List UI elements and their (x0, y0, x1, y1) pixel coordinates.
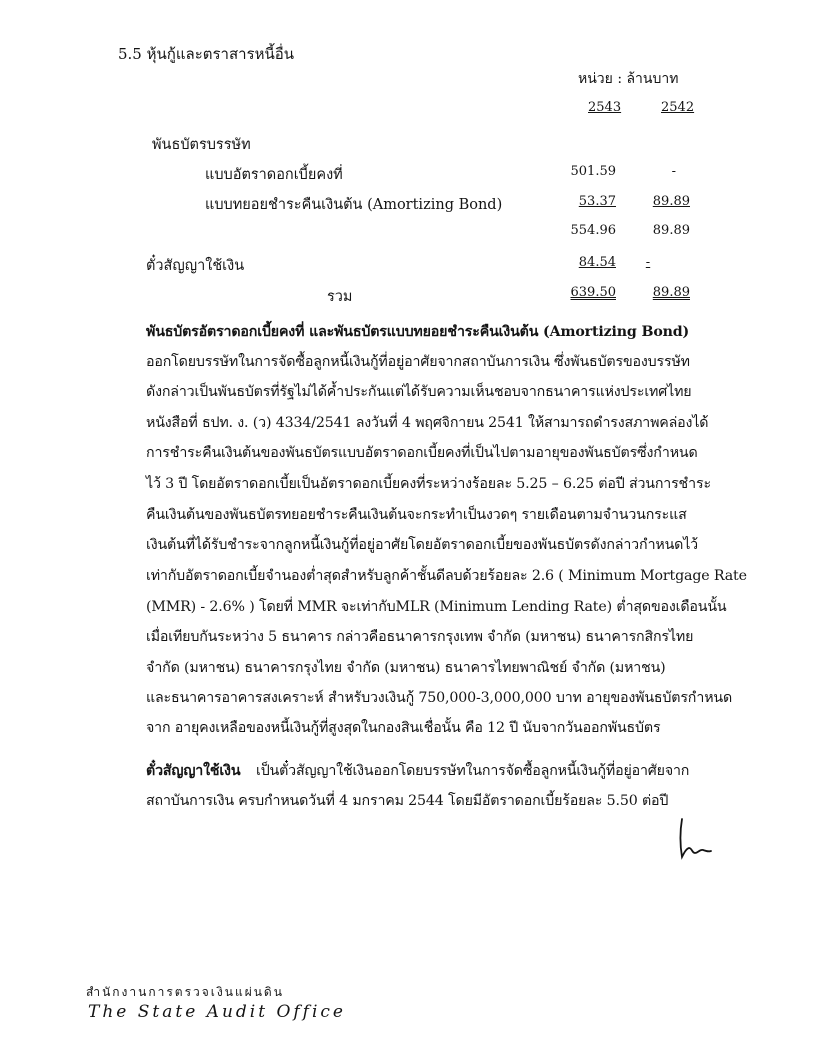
year-2542-header: 2542 (661, 100, 695, 115)
section-title: 5.5 หุ้นกู้และตราสารหนี้อื่น (118, 45, 295, 63)
paragraph1-line: เมื่อเทียบกันระหว่าง 5 ธนาคาร กล่าวคือธนาคารกรุงเทพ จำกัด (มหาชน) ธนาคารกสิกรไทย (146, 629, 694, 645)
total-2542: 89.89 (652, 285, 690, 300)
paragraph2-line: สถาบันการเงิน ครบกำหนดวันที่ 4 มกราคม 2544 โดยมีอัตราดอกเบี้ยร้อยละ 5.50 ต่อปี (146, 793, 669, 809)
paragraph2-lead: ตั๋วสัญญาใช้เงิน (146, 763, 241, 779)
paragraph1-line: จำกัด (มหาชน) ธนาคารกรุงไทย จำกัด (มหาชน) ธนาคารไทยพาณิชย์ จำกัด (มหาชน) (146, 660, 666, 676)
row-amortizing-2542: 89.89 (652, 194, 690, 209)
row-fixed-rate-2543: 501.59 (570, 164, 616, 179)
paragraph1-line: (MMR) - 2.6% ) โดยที่ MMR จะเท่ากับMLR (Minimum Lending Rate) ต่ำสุดของเดือนนั้น (146, 599, 727, 615)
subtotal-2543: 554.96 (570, 223, 616, 238)
paragraph1-line: หนังสือที่ ธปท. ง. (ว) 4334/2541 ลงวันที่ 4 พฤศจิกายน 2541 ให้สามารถดำรงสภาพคล่องได้ (146, 415, 709, 431)
paragraph2-line: เป็นตั๋วสัญญาใช้เงินออกโดยบรรษัทในการจัดซื้อลูกหนี้เงินกู้ที่อยู่อาศัยจาก (256, 763, 690, 779)
year-2543-header: 2543 (588, 100, 622, 115)
paragraph1-line: การชำระคืนเงินต้นของพันธบัตรแบบอัตราดอกเบี้ยคงที่เป็นไปตามอายุของพันธบัตรซึ่งกำหนด (146, 445, 698, 461)
paragraph1-line: และธนาคารอาคารสงเคราะห์ สำหรับวงเงินกู้ 750,000-3,000,000 บาท อายุของพันธบัตรกำหนด (146, 690, 733, 706)
promissory-2542: - (645, 255, 651, 270)
total-2543: 639.50 (570, 285, 616, 300)
promissory-label: ตั๋วสัญญาใช้เงิน (146, 258, 245, 274)
unit-label: หน่วย : ล้านบาท (578, 71, 679, 87)
paragraph1-line: ไว้ 3 ปี โดยอัตราดอกเบี้ยเป็นอัตราดอกเบี้ยคงที่ระหว่างร้อยละ 5.25 – 6.25 ต่อปี ส่วนการชำระ (146, 476, 711, 492)
promissory-2543: 84.54 (578, 255, 616, 270)
paragraph1-line: จาก อายุคงเหลือของหนี้เงินกู้ที่สูงสุดในกองสินเชื่อนั้น คือ 12 ปี นับจากวันออกพันธบัตร (146, 720, 661, 736)
total-label: รวม (327, 289, 353, 305)
paragraph1-line: เงินต้นที่ได้รับชำระจากลูกหนี้เงินกู้ที่อยู่อาศัยโดยอัตราดอกเบี้ยของพันธบัตรดังกล่าวกำหนดไว้ (146, 537, 699, 553)
debentures-heading: พันธบัตรบรรษัท (152, 137, 251, 153)
signature-mark (676, 815, 716, 865)
paragraph1-lead: พันธบัตรอัตราดอกเบี้ยคงที่ และพันธบัตรแบบทยอยชำระคืนเงินต้น (Amortizing Bond) (146, 324, 690, 340)
footer-english-seal-text: The State Audit Office (88, 1002, 346, 1022)
row-amortizing-2543: 53.37 (578, 194, 616, 209)
paragraph1-line: คืนเงินต้นของพันธบัตรทยอยชำระคืนเงินต้นจะกระทำเป็นงวดๆ รายเดือนตามจำนวนกระแส (146, 507, 687, 523)
row-fixed-rate-label: แบบอัตราดอกเบี้ยคงที่ (205, 167, 343, 183)
row-fixed-rate-2542: - (671, 164, 676, 179)
subtotal-2542: 89.89 (652, 223, 690, 238)
paragraph1-line: เท่ากับอัตราดอกเบี้ยจำนองต่ำสุดสำหรับลูกค้าชั้นดีลบด้วยร้อยละ 2.6 ( Minimum Mortgage Rate (146, 568, 747, 584)
row-amortizing-label: แบบทยอยชำระคืนเงินต้น (Amortizing Bond) (205, 197, 503, 213)
footer-thai-seal-text: สำนักงานการตรวจเงินแผ่นดิน (86, 985, 284, 999)
paragraph1-line: ดังกล่าวเป็นพันธบัตรที่รัฐไม่ได้ค้ำประกันแต่ได้รับความเห็นชอบจากธนาคารแห่งประเทศไทย (146, 384, 692, 400)
paragraph1-line: ออกโดยบรรษัทในการจัดซื้อลูกหนี้เงินกู้ที่อยู่อาศัยจากสถาบันการเงิน ซึ่งพันธบัตรของบรรษัท (146, 354, 690, 370)
